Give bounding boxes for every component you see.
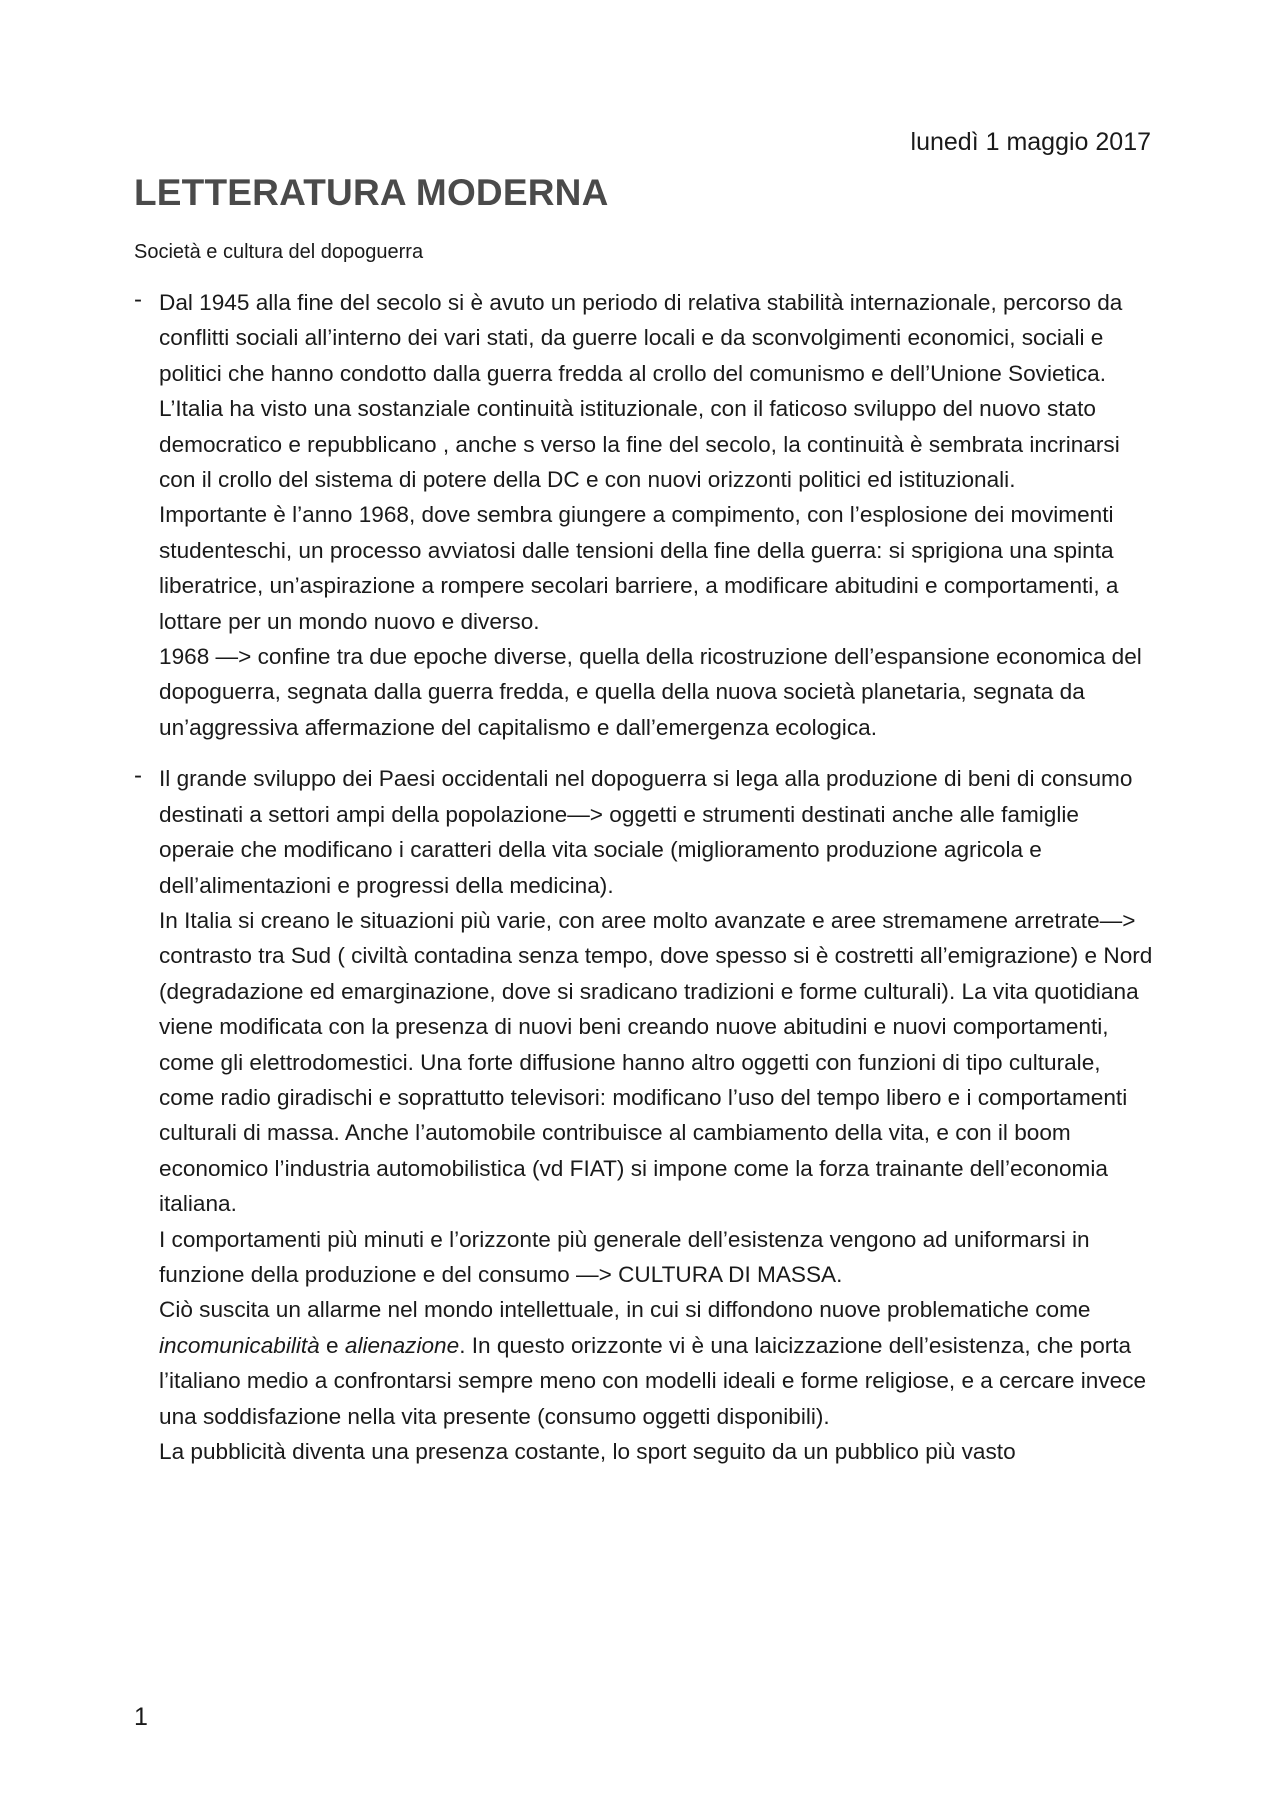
bullet-dash: -	[134, 762, 142, 790]
paragraph: 1968 —> confine tra due epoche diverse, quella della ricostruzione dell’espansione economica del dopoguerra, segnata dalla guerra fredda, e quella della nuova società planetaria, segnata da un’aggressiva affermazione del capitalismo e dall’emergenza ecologica.	[159, 644, 1142, 740]
document-body	[134, 285, 1154, 1485]
text-run: e	[319, 1332, 345, 1358]
text-run: . In questo orizzonte vi è una laicizzazione dell’esistenza, che porta l’italiano medio a confrontarsi sempre meno con modelli ideali e forme religiose, e a cercare invece una soddisfazione nella vita presente (consumo oggetti disponibili).	[159, 1332, 1147, 1429]
paragraph: Dal 1945 alla fine del secolo si è avuto un periodo di relativa stabilità internazionale, percorso da conflitti sociali all’interno dei vari stati, da guerre locali e da sconvolgimenti economici, sociali e politici che hanno condotto dalla guerra fredda al crollo del comunismo e dell’Unione Sovietica. L’Italia ha visto una sostanziale continuità istituzionale, con il faticoso sviluppo del nuovo stato democratico e repubblicano , anche s verso la fine del secolo, la continuità è sembrata incrinarsi con il crollo del sistema di potere della DC e con nuovi orizzonti politici ed istituzionali.	[159, 290, 1123, 493]
emphasis-alienazione: alienazione	[344, 1332, 460, 1358]
page-number: 1	[134, 1703, 148, 1731]
bullet-item-postwar-history	[134, 285, 1154, 745]
bullet-dash: -	[134, 286, 142, 313]
document-date: lunedì 1 maggio 2017	[910, 128, 1151, 156]
paragraph: Importante è l’anno 1968, dove sembra giungere a compimento, con l’esplosione dei movimenti studenteschi, un processo avviatosi dalle tensioni della fine della guerra: si sprigiona una spinta liberatrice, un’aspirazione a rompere secolari barriere, a modificare abitudini e comportamenti, a lottare per un mondo nuovo e diverso.	[159, 502, 1119, 634]
paragraph	[159, 1292, 1154, 1434]
paragraph: Il grande sviluppo dei Paesi occidentali nel dopoguerra si lega alla produzione di beni di consumo destinati a settori ampi della popolazione—> oggetti e strumenti destinati anche alle famiglie operaie che modificano i caratteri della vita sociale (miglioramento produzione agricola e dell’alimentazioni e progressi della medicina).	[159, 766, 1133, 898]
paragraph: I comportamenti più minuti e l’orizzonte più generale dell’esistenza vengono ad uniformarsi in funzione della produzione e del consumo —> CULTURA DI MASSA.	[159, 1226, 1090, 1287]
document-title: LETTERATURA MODERNA	[134, 172, 609, 213]
paragraph: La pubblicità diventa una presenza costante, lo sport seguito da un pubblico più vasto	[159, 1439, 1016, 1464]
emphasis-incomunicabilita: incomunicabilità	[159, 1332, 320, 1358]
bullet-item-economic-development	[134, 761, 1154, 1469]
text-run: Ciò suscita un allarme nel mondo intellettuale, in cui si diffondono nuove problematiche come	[159, 1297, 1091, 1323]
section-subtitle: Società e cultura del dopoguerra	[134, 241, 424, 263]
paragraph: In Italia si creano le situazioni più varie, con aree molto avanzate e aree stremamene arretrate—> contrasto tra Sud ( civiltà contadina senza tempo, dove spesso si è costretti all’emigrazione) e Nord (degradazione ed emarginazione, dove si sradicano tradizioni e forme culturali). La vita quotidiana viene modificata con la presenza di nuovi beni creando nuove abitudini e nuovi comportamenti, come gli elettrodomestici. Una forte diffusione hanno altro oggetti con funzioni di tipo culturale, come radio giradischi e soprattutto televisori: modificano l’uso del tempo libero e i comportamenti culturali di massa. Anche l’automobile contribuisce al cambiamento della vita, e con il boom economico l’industria automobilistica (vd FIAT) si impone come la forza trainante dell’economia italiana.	[159, 907, 1153, 1217]
